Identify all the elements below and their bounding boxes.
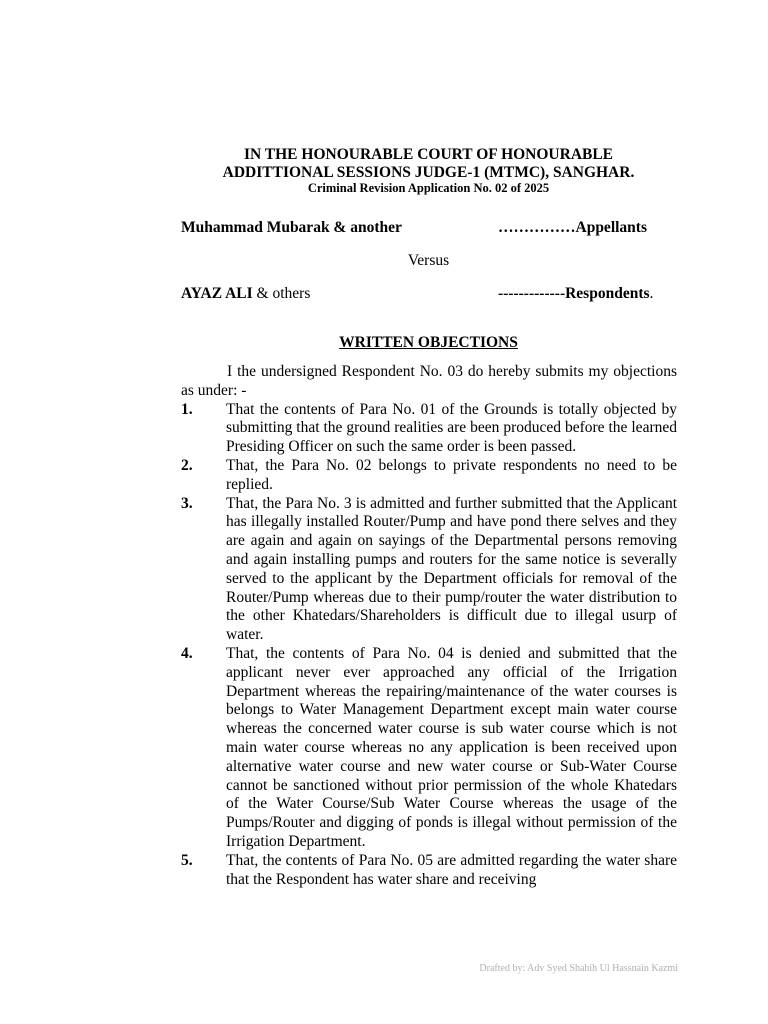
paragraph-number: 1.: [181, 400, 193, 418]
paragraph-1: [181, 401, 677, 457]
respondent-dashes: -------------: [498, 285, 566, 302]
respondent-suffix: & others: [252, 285, 311, 302]
intro-paragraph: I the undersigned Respondent No. 03 do hereby submits my objections as under: -: [181, 363, 677, 399]
paragraph-text: That the contents of Para No. 01 of the Grounds is totally objected by submitting that the ground realities are been produced before the learned Presiding Officer on such the same order is been passed.: [226, 400, 677, 456]
respondent-role: Respondents: [565, 285, 650, 302]
document-body: [181, 363, 677, 889]
paragraph-number: 2.: [181, 456, 193, 474]
paragraph-number: 5.: [181, 851, 193, 869]
case-number: Criminal Revision Application No. 02 of 2025: [307, 181, 550, 195]
paragraph-text: That, the Para No. 02 belongs to private respondents no need to be replied.: [226, 456, 677, 493]
versus-label: Versus: [407, 252, 450, 269]
respondent-name: AYAZ ALI: [181, 285, 253, 302]
respondent-period: .: [649, 285, 654, 302]
paragraph-text: That, the Para No. 3 is admitted and further submitted that the Applicant has illegally installed Router/Pump and have pond there selves and they are again and again on sayings of the Departmental persons removing and again installing pumps and routers for the same notice is severally served to the applicant by the Department officials for removal of the Router/Pump whereas due to their pump/router the water distribution to the other Khatedars/Shareholders is difficult due to illegal usurp of water.: [226, 494, 677, 644]
paragraph-3: [181, 495, 677, 645]
drafted-by-footer: Drafted by: Adv Syed Shahih Ul Hassnain Kazmi: [479, 963, 678, 974]
paragraph-text: That, the contents of Para No. 05 are admitted regarding the water share that the Respondent has water share and receiving: [226, 851, 677, 888]
appellant-name: Muhammad Mubarak & another: [181, 219, 402, 236]
paragraph-number: 3.: [181, 494, 193, 512]
court-heading-line-1: IN THE HONOURABLE COURT OF HONOURABLE: [243, 146, 614, 163]
paragraph-2: [181, 457, 677, 495]
paragraph-5: [181, 852, 677, 890]
paragraph-number: 4.: [181, 644, 193, 662]
respondent-role-group: [498, 285, 653, 303]
paragraph-text: That, the contents of Para No. 04 is denied and submitted that the applicant never ever approached any official of the Irrigation Department whereas the repairing/maintenance of the water courses is belongs to Water Management Department except main water course whereas the concerned water course is sub water course which is not main water course whereas no any application is been received upon alternative water course and new water course or Sub-Water Course cannot be sanctioned without prior permission of the whole Khatedars of the Water Course/Sub Water Course whereas the usage of the Pumps/Router and digging of ponds is illegal without permission of the Irrigation Department.: [226, 644, 677, 850]
appellant-role: ……………Appellants: [498, 219, 647, 236]
paragraph-4: [181, 645, 677, 852]
document-title: WRITTEN OBJECTIONS: [339, 334, 518, 351]
respondent-party: [181, 285, 310, 303]
court-heading-line-2: ADDITTIONAL SESSIONS JUDGE-1 (MTMC), SANGHAR.: [222, 164, 635, 181]
